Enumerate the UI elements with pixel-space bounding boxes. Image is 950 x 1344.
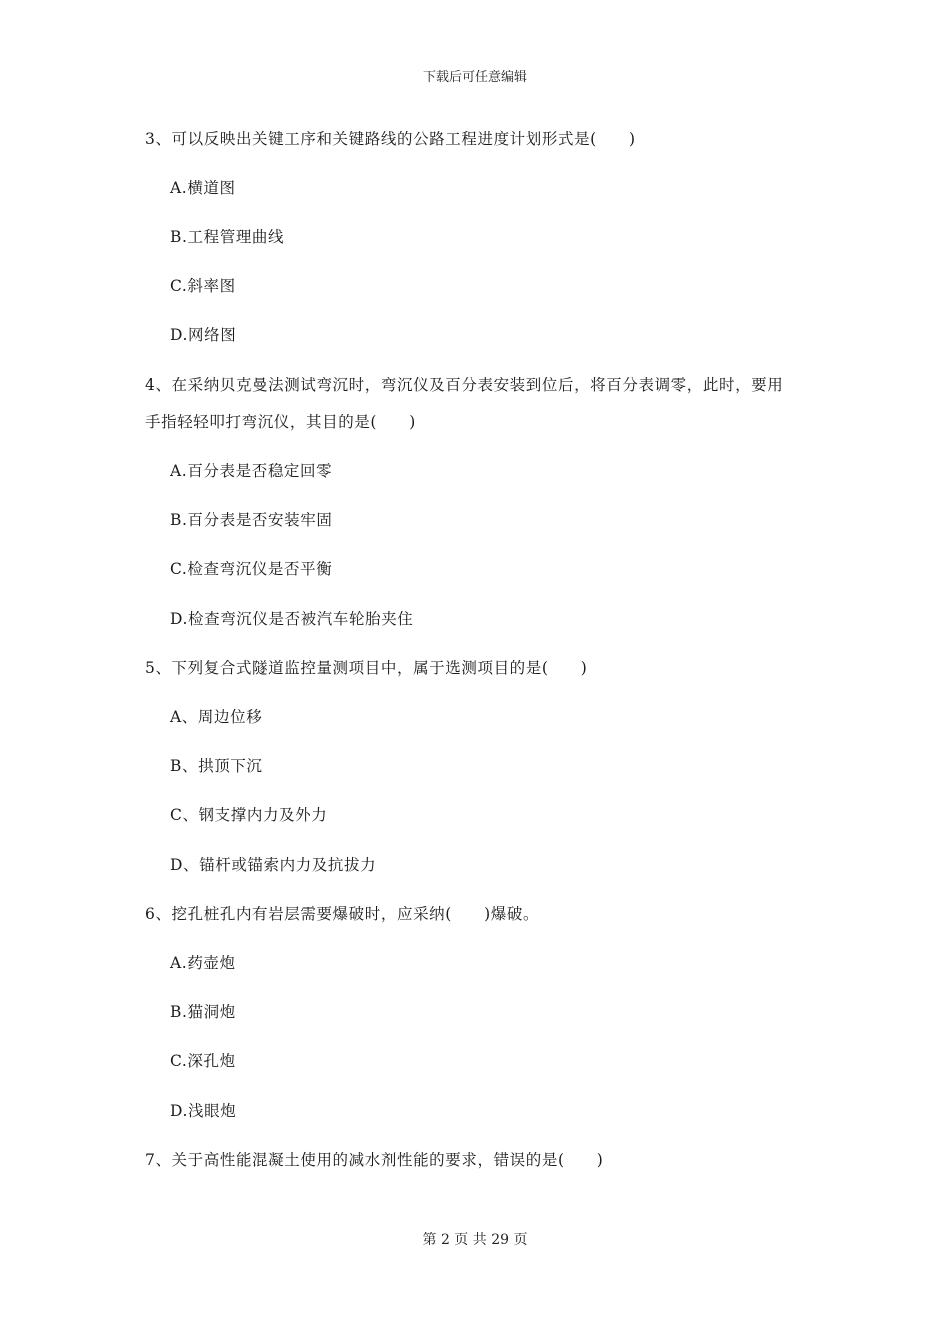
question-6-option-c: C.深孔炮 bbox=[170, 1052, 236, 1070]
page-header: 下载后可任意编辑 bbox=[422, 70, 527, 85]
page-footer: 第 2 页 共 29 页 bbox=[422, 1232, 528, 1248]
question-3-option-a: A.横道图 bbox=[170, 179, 236, 197]
question-4-option-a: A.百分表是否稳定回零 bbox=[170, 462, 333, 480]
question-3-option-b: B.工程管理曲线 bbox=[170, 228, 285, 246]
question-6-option-d: D.浅眼炮 bbox=[170, 1102, 237, 1120]
question-5-option-d: D、锚杆或锚索内力及抗拔力 bbox=[170, 856, 377, 874]
question-5-stem: 5、下列复合式隧道监控量测项目中，属于选测项目的是( ) bbox=[145, 659, 588, 677]
question-7-stem: 7、关于高性能混凝土使用的减水剂性能的要求，错误的是( ) bbox=[145, 1151, 604, 1169]
question-6-option-a: A.药壶炮 bbox=[170, 954, 236, 972]
question-3-option-d: D.网络图 bbox=[170, 326, 237, 344]
question-4-option-b: B.百分表是否安装牢固 bbox=[170, 511, 333, 529]
question-6-stem: 6、挖孔桩孔内有岩层需要爆破时，应采纳( )爆破。 bbox=[145, 905, 540, 923]
question-4-stem-line-1: 4、在采纳贝克曼法测试弯沉时，弯沉仪及百分表安装到位后，将百分表调零，此时，要用 bbox=[145, 376, 784, 394]
question-3-stem: 3、可以反映出关键工序和关键路线的公路工程进度计划形式是( ) bbox=[145, 130, 636, 148]
question-5-option-c: C、钢支撑内力及外力 bbox=[170, 806, 328, 824]
question-4-option-c: C.检查弯沉仪是否平衡 bbox=[170, 560, 333, 578]
question-4-option-d: D.检查弯沉仪是否被汽车轮胎夹住 bbox=[170, 610, 414, 628]
question-5-option-b: B、拱顶下沉 bbox=[170, 757, 263, 775]
question-4-stem-line-2: 手指轻轻叩打弯沉仪，其目的是( ) bbox=[145, 413, 416, 431]
question-3-option-c: C.斜率图 bbox=[170, 277, 236, 295]
question-5-option-a: A、周边位移 bbox=[170, 708, 263, 726]
question-6-option-b: B.猫洞炮 bbox=[170, 1003, 236, 1021]
